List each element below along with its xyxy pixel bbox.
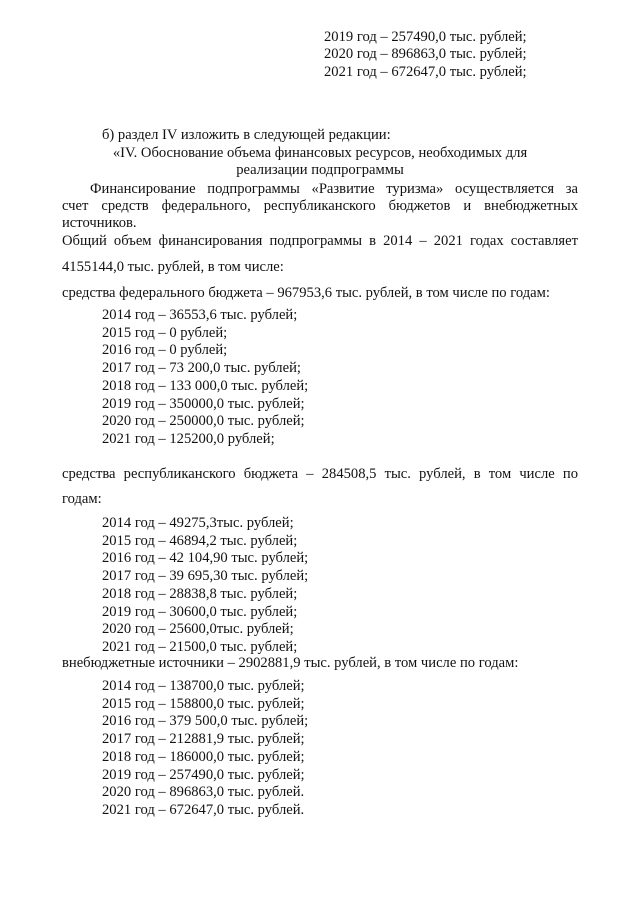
list-item: 2018 год – 186000,0 тыс. рублей; <box>102 748 305 765</box>
federal-budget-intro: средства федерального бюджета – 967953,6 тыс. рублей, в том числе по годам: <box>62 285 550 301</box>
republic-budget-intro-line2: годам: <box>62 491 102 507</box>
list-item: 2014 год – 36553,6 тыс. рублей; <box>102 307 298 323</box>
financing-paragraph-line2: счет средств федерального, республиканского бюджетов и внебюджетных <box>62 198 578 214</box>
list-item: 2014 год – 49275,3тыс. рублей; <box>102 515 294 531</box>
total-financing-line1: Общий объем финансирования подпрограммы в 2014 – 2021 годах составляет <box>62 233 578 249</box>
top-list-item: 2020 год – 896863,0 тыс. рублей; <box>324 46 527 62</box>
offbudget-intro: внебюджетные источники – 2902881,9 тыс. рублей, в том числе по годам: <box>62 655 519 671</box>
financing-paragraph-line1: Финансирование подпрограммы «Развитие туризма» осуществляется за <box>90 181 578 197</box>
financing-paragraph-line3: источников. <box>62 215 137 231</box>
list-item: 2017 год – 73 200,0 тыс. рублей; <box>102 360 301 377</box>
list-item: 2020 год – 896863,0 тыс. рублей. <box>102 784 305 801</box>
list-item: 2017 год – 39 695,30 тыс. рублей; <box>102 568 309 585</box>
list-item: 2018 год – 28838,8 тыс. рублей; <box>102 585 298 602</box>
list-item: 2014 год – 138700,0 тыс. рублей; <box>102 678 305 694</box>
list-item: 2020 год – 250000,0 тыс. рублей; <box>102 413 305 430</box>
section-heading-line2: реализации подпрограммы <box>236 162 404 178</box>
list-item: 2016 год – 379 500,0 тыс. рублей; <box>102 713 309 730</box>
top-list-item: 2019 год – 257490,0 тыс. рублей; <box>324 29 527 45</box>
republic-budget-intro-line1: средства республиканского бюджета – 284508,5 тыс. рублей, в том числе по <box>62 466 578 482</box>
list-item: 2015 год – 0 рублей; <box>102 324 228 341</box>
section-b-intro: б) раздел IV изложить в следующей редакции: <box>102 127 391 143</box>
list-item: 2019 год – 257490,0 тыс. рублей; <box>102 766 305 783</box>
list-item: 2017 год – 212881,9 тыс. рублей; <box>102 731 305 748</box>
list-item: 2019 год – 350000,0 тыс. рублей; <box>102 395 305 412</box>
offbudget-list <box>102 678 308 820</box>
list-item: 2021 год – 672647,0 тыс. рублей. <box>102 801 305 818</box>
total-financing-line2: 4155144,0 тыс. рублей, в том числе: <box>62 259 284 275</box>
federal-budget-list <box>102 307 308 449</box>
list-item: 2016 год – 0 рублей; <box>102 342 228 359</box>
top-list-item: 2021 год – 672647,0 тыс. рублей; <box>324 64 527 80</box>
list-item: 2015 год – 46894,2 тыс. рублей; <box>102 532 298 549</box>
list-item: 2018 год – 133 000,0 тыс. рублей; <box>102 377 309 394</box>
section-heading-line1: «IV. Обоснование объема финансовых ресурсов, необходимых для <box>112 145 528 161</box>
list-item: 2021 год – 21500,0 тыс. рублей; <box>102 638 298 655</box>
republic-budget-list <box>102 515 308 657</box>
list-item: 2015 год – 158800,0 тыс. рублей; <box>102 695 305 712</box>
list-item: 2019 год – 30600,0 тыс. рублей; <box>102 603 298 620</box>
list-item: 2020 год – 25600,0тыс. рублей; <box>102 621 294 638</box>
list-item: 2016 год – 42 104,90 тыс. рублей; <box>102 550 309 567</box>
list-item: 2021 год – 125200,0 рублей; <box>102 430 275 447</box>
